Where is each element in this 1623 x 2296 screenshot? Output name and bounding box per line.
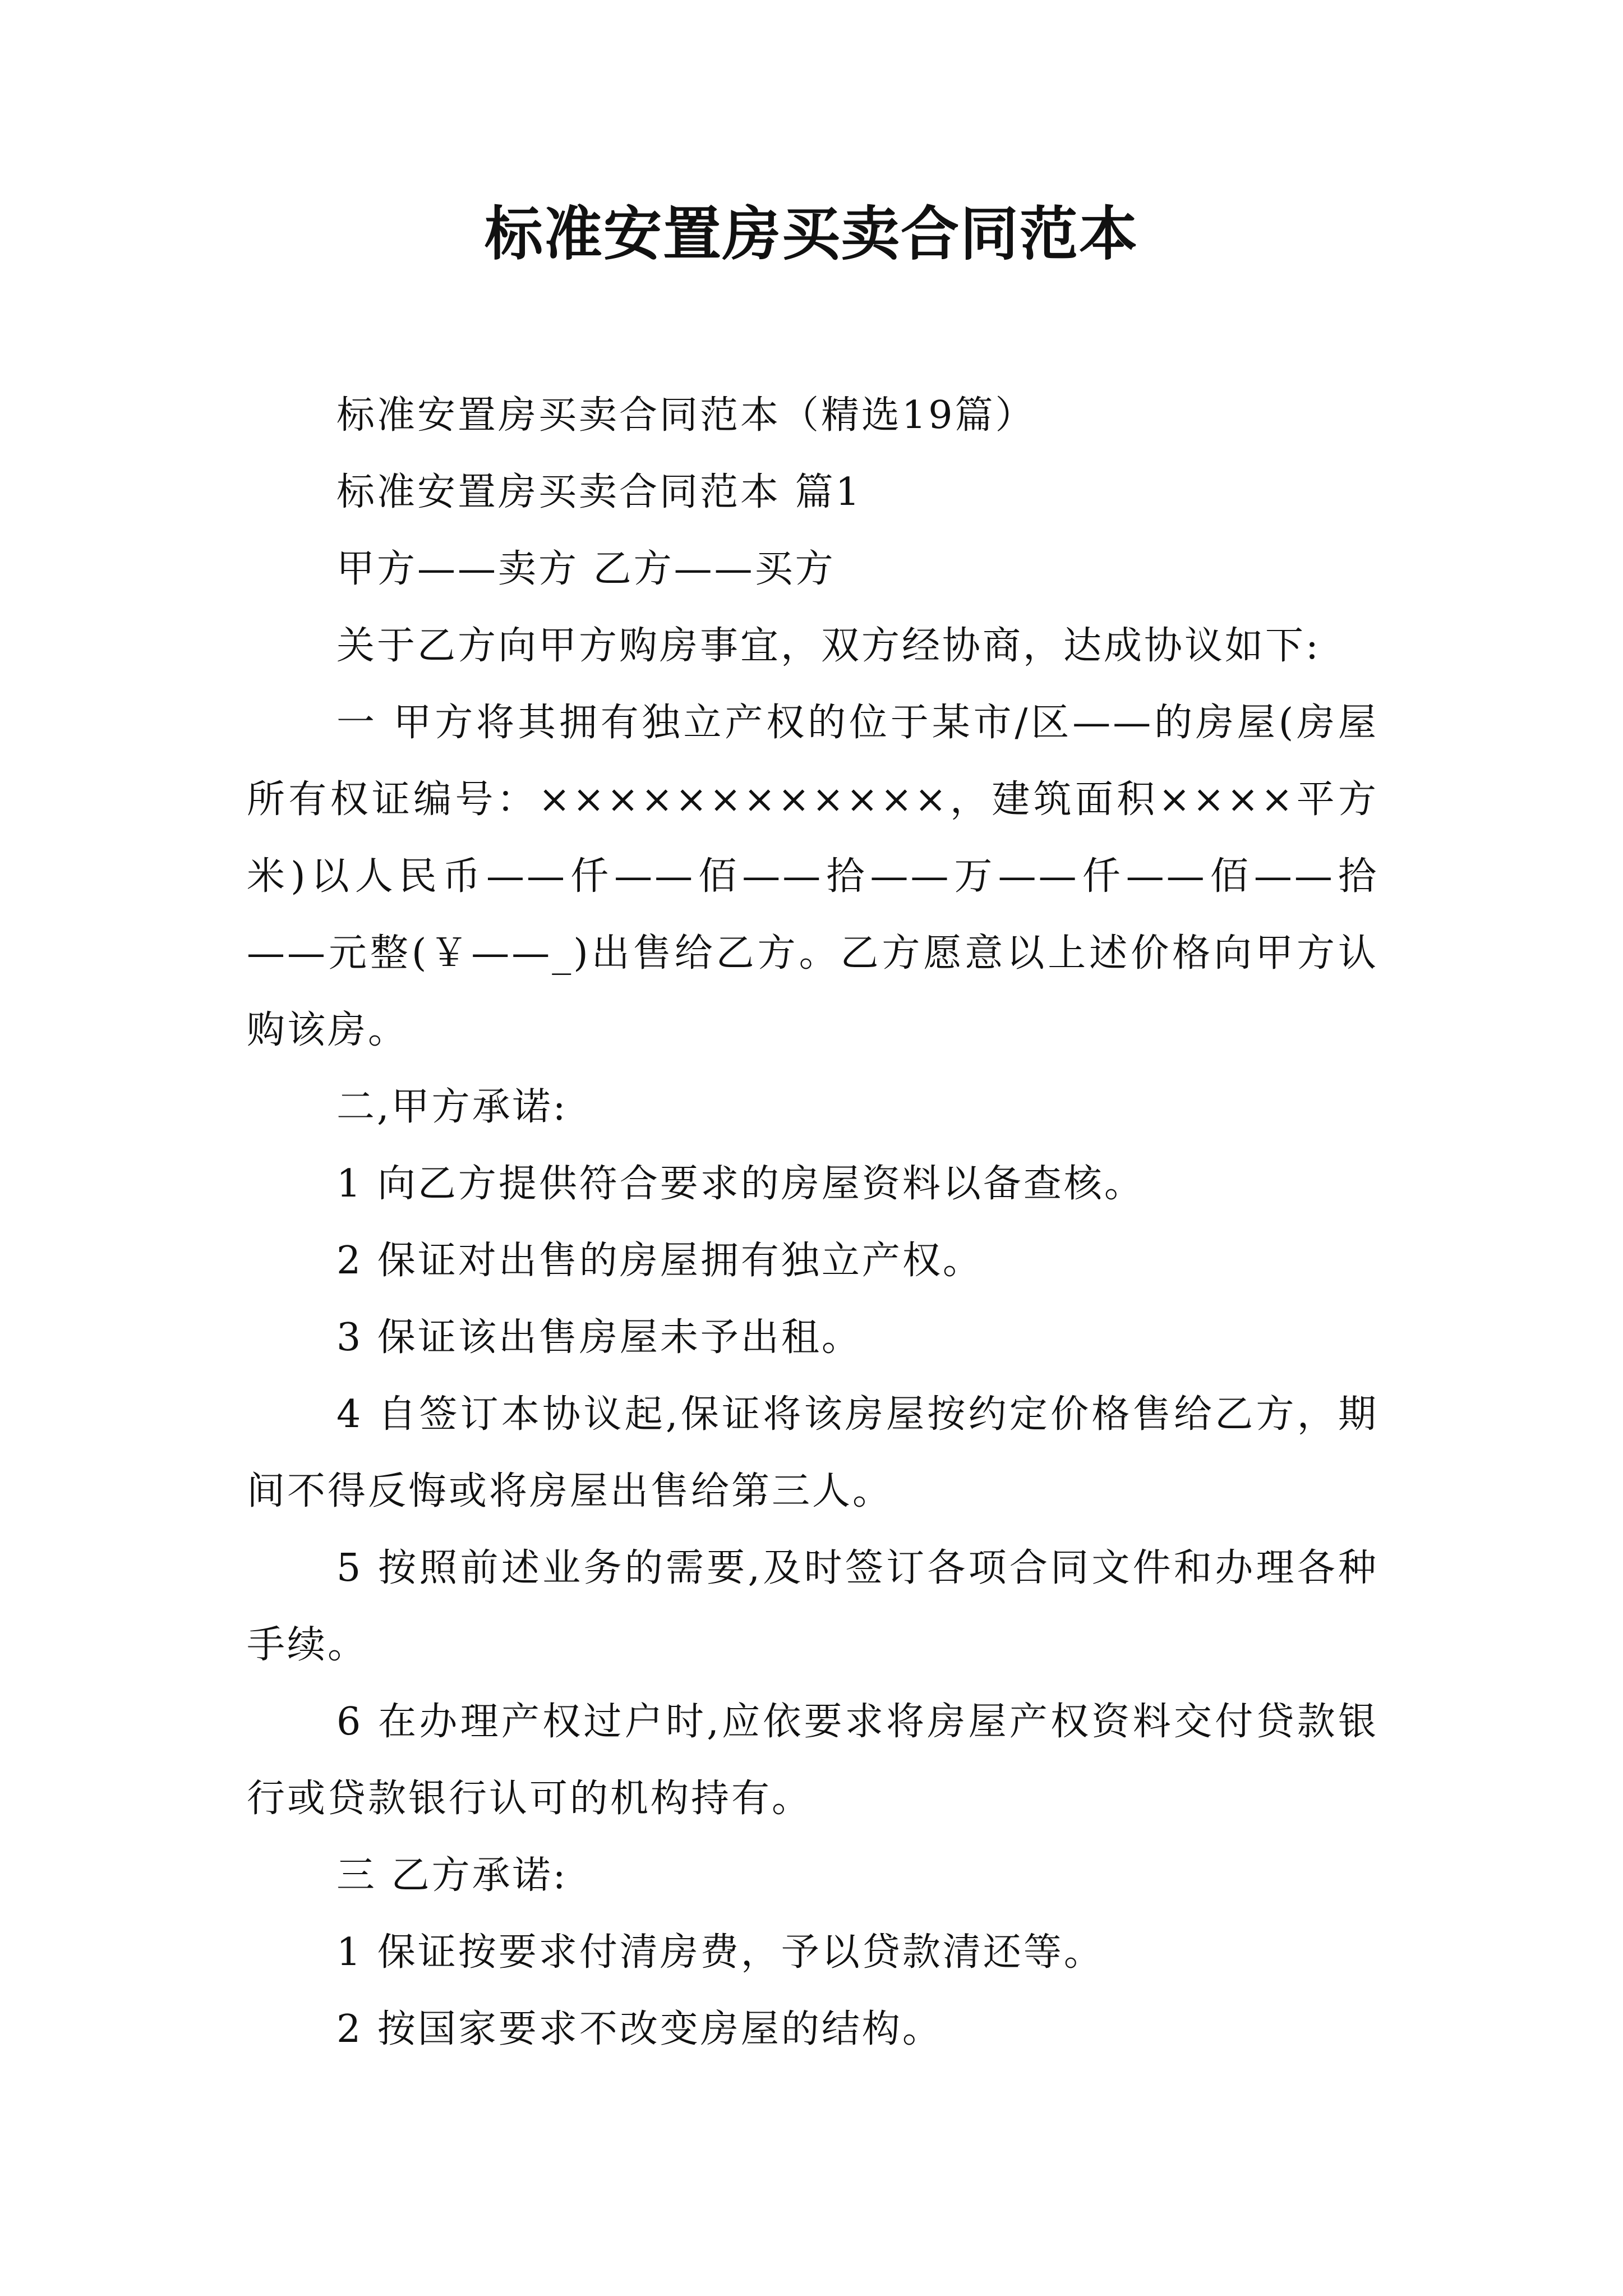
- paragraph-seller-item-6: 6 在办理产权过户时,应依要求将房屋产权资料交付贷款银行或贷款银行认可的机构持有。: [247, 1700, 1378, 1821]
- paragraph-buyer-item-2: 2 按国家要求不改变房屋的结构。: [336, 2007, 943, 2051]
- paragraph-buyer-commitments-heading: 三 乙方承诺:: [336, 1853, 568, 1898]
- document-title: 标准安置房买卖合同范本: [484, 199, 1138, 268]
- paragraph-parties: 甲方——卖方 乙方——买方: [336, 547, 836, 591]
- paragraph-buyer-item-1: 1 保证按要求付清房费，予以贷款清还等。: [336, 1930, 1104, 1975]
- paragraph-seller-commitments-heading: 二,甲方承诺:: [336, 1085, 568, 1129]
- paragraph-seller-item-3: 3 保证该出售房屋未予出租。: [336, 1315, 862, 1360]
- paragraph-seller-item-5: 5 按照前述业务的需要,及时签订各项合同文件和办理各种手续。: [247, 1546, 1378, 1667]
- paragraph-seller-item-2: 2 保证对出售的房屋拥有独立产权。: [336, 1239, 983, 1283]
- paragraph-subtitle: 标准安置房买卖合同范本（精选19篇）: [336, 393, 1036, 438]
- paragraph-preamble: 关于乙方向甲方购房事宜，双方经协商，达成协议如下:: [336, 624, 1321, 668]
- paragraph-clause-1: 一 甲方将其拥有独立产权的位于某市/区——的房屋(房屋所有权证编号：××××××××××××，建筑面积××××平方米)以人民币——仟——佰——拾——万——仟——佰——拾——元整(￥——_)出售给乙方。乙方愿意以上述价格向甲方认购该房。: [247, 701, 1378, 1052]
- paragraph-section-heading: 标准安置房买卖合同范本 篇1: [336, 470, 862, 514]
- document-body: [247, 377, 1378, 2068]
- paragraph-seller-item-4: 4 自签订本协议起,保证将该房屋按约定价格售给乙方，期间不得反悔或将房屋出售给第三人。: [247, 1392, 1378, 1513]
- paragraph-seller-item-1: 1 向乙方提供符合要求的房屋资料以备查核。: [336, 1162, 1145, 1206]
